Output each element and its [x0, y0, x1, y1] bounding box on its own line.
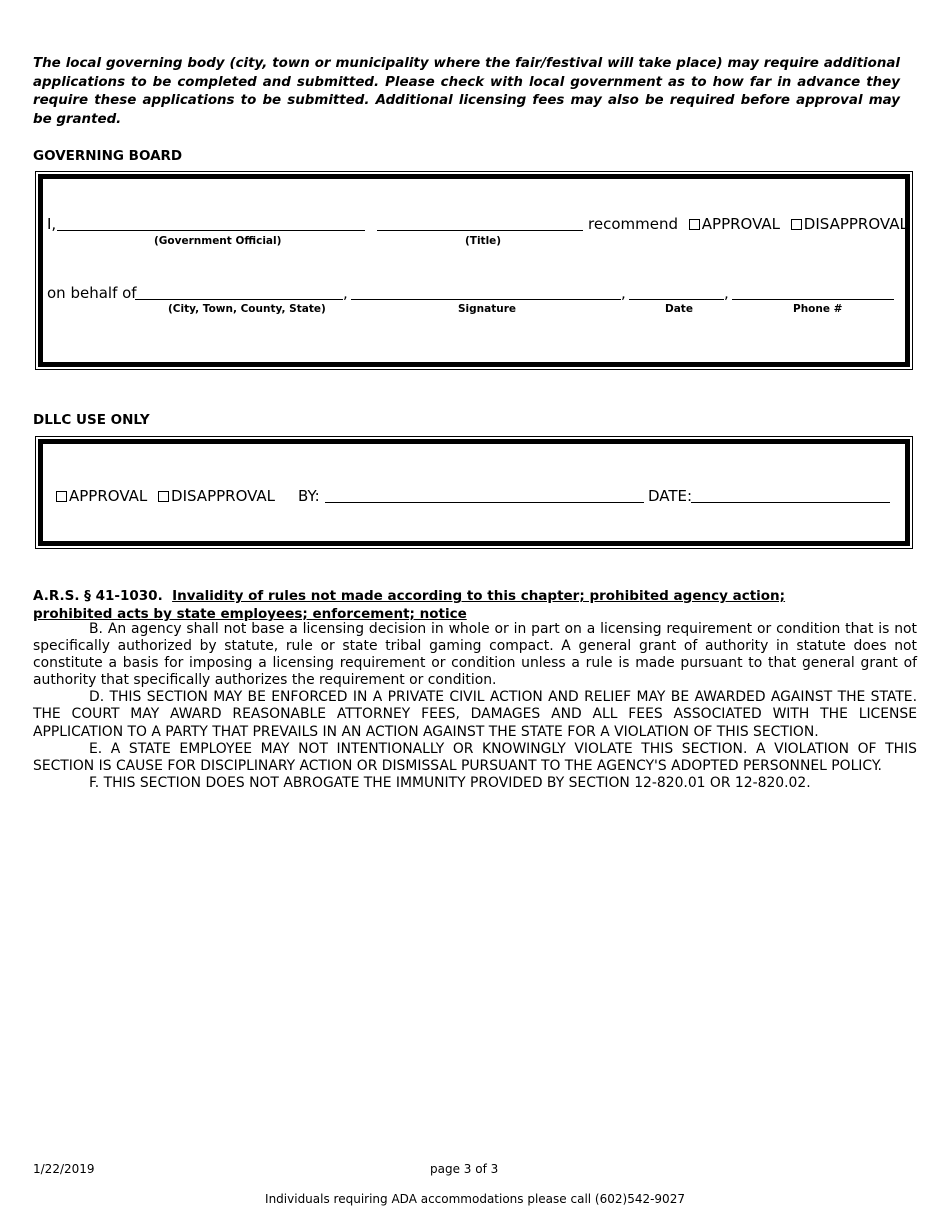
footer-ada-notice: Individuals requiring ADA accommodations please call (602)542-9027	[265, 1192, 685, 1206]
caption-city-town-county-state: (City, Town, County, State)	[168, 303, 326, 315]
government-official-field[interactable]	[57, 218, 365, 231]
caption-signature: Signature	[458, 303, 517, 315]
statute-body	[33, 621, 917, 792]
recommend-row	[588, 215, 908, 233]
phone-field[interactable]	[732, 287, 894, 300]
disapproval-label: DISAPPROVAL	[803, 215, 908, 233]
dllc-by-label: BY:	[298, 487, 320, 505]
intro-notice: The local governing body (city, town or municipality where the fair/festival will take place) may require additional applications to be completed and submitted. Please check with local government as to how far in advance they require these applications to be submitted. Additional licensing fees may also be required before approval may be granted.	[33, 56, 900, 127]
statute-title: Invalidity of rules not made according to this chapter; prohibited agency action; prohibited acts by state employees; enforcement; notice	[33, 588, 786, 622]
on-behalf-of-label: on behalf of	[47, 284, 137, 302]
dllc-date-label: DATE:	[648, 487, 693, 505]
comma: ,	[724, 284, 729, 302]
footer-date: 1/22/2019	[33, 1162, 95, 1176]
dllc-date-field[interactable]	[691, 490, 890, 503]
disapproval-checkbox[interactable]	[791, 219, 802, 230]
comma: ,	[343, 284, 348, 302]
signature-field[interactable]	[351, 287, 621, 300]
caption-phone: Phone #	[793, 303, 843, 315]
statute-paragraph-b: B. An agency shall not base a licensing decision in whole or in part on a licensing requirement or condition that is not specifically authorized by statute, rule or state tribal gaming compact. A general grant of authority in statute does not constitute a basis for imposing a licensing requirement or condition unless a rule is made pursuant to that general grant of authority that specifically authorizes the requirement or condition.	[33, 621, 917, 689]
dllc-disapproval-checkbox[interactable]	[158, 491, 169, 502]
dllc-approval-label: APPROVAL	[69, 487, 148, 505]
footer-page-number: page 3 of 3	[430, 1162, 499, 1176]
city-town-county-state-field[interactable]	[135, 287, 343, 300]
statute-citation: A.R.S. § 41-1030.	[33, 588, 163, 604]
dllc-decision-row	[56, 487, 275, 505]
approval-checkbox[interactable]	[689, 219, 700, 230]
caption-title: (Title)	[465, 235, 502, 247]
governing-board-heading: GOVERNING BOARD	[33, 148, 183, 164]
recommend-label: recommend	[588, 215, 678, 233]
dllc-heading: DLLC USE ONLY	[33, 412, 150, 428]
dllc-disapproval-label: DISAPPROVAL	[171, 487, 276, 505]
statute-paragraph-e: E. A STATE EMPLOYEE MAY NOT INTENTIONALLY OR KNOWINGLY VIOLATE THIS SECTION. A VIOLATION OF THIS SECTION IS CAUSE FOR DISCIPLINARY ACTION OR DISMISSAL PURSUANT TO THE AGENCY'S ADOPTED PERSONNEL POLICY.	[33, 740, 917, 774]
statute-heading	[33, 587, 863, 623]
dllc-by-field[interactable]	[325, 490, 644, 503]
comma: ,	[621, 284, 626, 302]
recommend-prefix: I,	[47, 215, 57, 233]
dllc-approval-checkbox[interactable]	[56, 491, 67, 502]
statute-paragraph-f: F. THIS SECTION DOES NOT ABROGATE THE IMMUNITY PROVIDED BY SECTION 12-820.01 OR 12-820.02.	[89, 774, 811, 791]
statute-paragraph-d: D. THIS SECTION MAY BE ENFORCED IN A PRIVATE CIVIL ACTION AND RELIEF MAY BE AWARDED AGAINST THE STATE. THE COURT MAY AWARD REASONABLE ATTORNEY FEES, DAMAGES AND ALL FEES ASSOCIATED WITH THE LICENSE APPLICATION TO A PARTY THAT PREVAILS IN AN ACTION AGAINST THE STATE FOR A VIOLATION OF THIS SECTION.	[33, 689, 917, 740]
caption-government-official: (Government Official)	[154, 235, 282, 247]
governing-board-box	[38, 174, 910, 367]
title-field[interactable]	[377, 218, 583, 231]
approval-label: APPROVAL	[701, 215, 781, 233]
caption-date: Date	[665, 303, 693, 315]
date-field[interactable]	[629, 287, 724, 300]
